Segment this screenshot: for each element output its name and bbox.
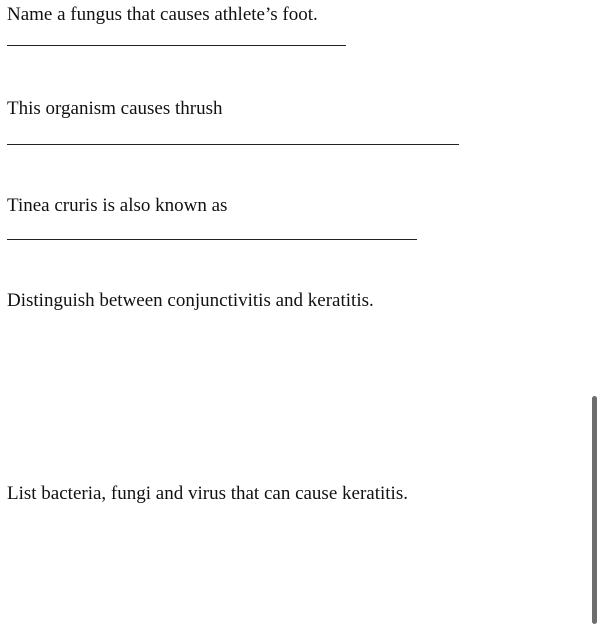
scrollbar[interactable] <box>592 396 597 624</box>
question-4: Distinguish between conjunctivitis and keratitis. <box>7 290 374 311</box>
question-2: This organism causes thrush <box>7 98 223 119</box>
question-3: Tinea cruris is also known as <box>7 195 228 216</box>
answer-line-3[interactable] <box>7 239 417 240</box>
answer-line-1[interactable] <box>7 45 346 46</box>
question-5: List bacteria, fungi and virus that can cause keratitis. <box>7 483 408 504</box>
question-1: Name a fungus that causes athlete’s foot. <box>7 4 318 25</box>
answer-line-2[interactable] <box>7 144 459 145</box>
